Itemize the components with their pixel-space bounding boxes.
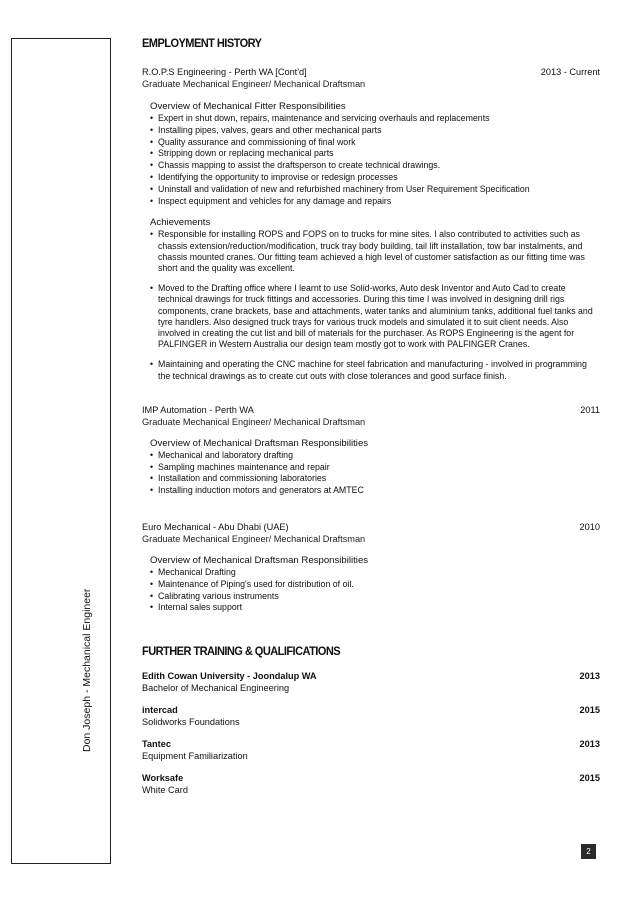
list-item: • Chassis mapping to assist the draftsperson to create technical drawings. (150, 160, 600, 172)
list-item (142, 772, 600, 796)
achievement-paragraph: • Maintaining and operating the CNC machine for steel fabrication and manufacturing - involved in programming the technical drawings as to create cut outs with close tolerances and good surface finish. (150, 359, 600, 381)
job-role: Graduate Mechanical Engineer/ Mechanical Draftsman (142, 416, 366, 427)
list-item: • Expert in shut down, repairs, maintenance and servicing overhauls and replacements (150, 113, 600, 125)
overview-list (150, 113, 600, 207)
list-item: • Internal sales support (150, 602, 600, 614)
qualification-detail: White Card (142, 785, 188, 796)
achievement-paragraph: • Moved to the Drafting office where I learnt to use Solid-works, Auto desk Inventor and Auto Cad to create technical drawings for truck fittings and accessories. During this time I was involved in designing drill rigs components, crane brackets, base and attachments, water tanks and aluminium tanks, additional fuel tanks and tyre handlers. Also designed truck trays for various truck models and simulated it to suit client needs. Also involved in creating the cut list and bill of materials for the purchaser. As ROPS Engineering is the agent for PALFINGER in Western Australia our design team mostly got to work with PALFINGER Cranes. (150, 283, 600, 350)
list-item: • Sampling machines maintenance and repair (150, 462, 600, 474)
list-item (142, 704, 600, 728)
qualification-detail: Solidworks Foundations (142, 717, 240, 728)
list-item: • Installing pipes, valves, gears and other mechanical parts (150, 125, 600, 137)
job-header (142, 404, 600, 416)
list-item: • Quality assurance and commissioning of final work (150, 137, 600, 149)
qualification-org: Worksafe (142, 773, 184, 784)
page-number-badge: 2 (581, 844, 596, 859)
qualification-org: Tantec (142, 739, 171, 750)
achievements-block (150, 217, 600, 381)
list-item: • Installing induction motors and generators at AMTEC (150, 485, 600, 497)
overview-list (150, 567, 600, 614)
list-item: • Installation and commissioning laboratories (150, 473, 600, 485)
job-entry-euro (142, 521, 600, 614)
training-section-title: FURTHER TRAINING & QUALIFICATIONS (142, 644, 341, 659)
list-item: • Maintenance of Piping's used for distribution of oil. (150, 579, 600, 591)
achievement-paragraph: • Responsible for installing ROPS and FOPS on to trucks for mine sites. I also contributed to activities such as chassis extension/reduction/modification, truck tray body building, tail lift installation, tow bar instalments, and chassis mounted cranes. Our fitting team achieved a high level of customer satisfaction as our fitting time was short and the quality was excellent. (150, 229, 600, 274)
list-item: • Mechanical and laboratory drafting (150, 450, 600, 462)
employment-section-title: EMPLOYMENT HISTORY (142, 36, 262, 50)
training-list (142, 670, 600, 796)
qualification-header (142, 738, 600, 750)
list-item (142, 670, 600, 694)
overview-title: Overview of Mechanical Fitter Responsibilities (150, 101, 346, 112)
job-role: Graduate Mechanical Engineer/ Mechanical Draftsman (142, 534, 366, 544)
job-date: 2013 - Current (540, 67, 600, 77)
sidebar-frame (11, 38, 111, 864)
job-header (142, 66, 600, 78)
qualification-date: 2013 (579, 739, 600, 750)
qualification-detail: Equipment Familiarization (142, 751, 248, 762)
list-item: • Inspect equipment and vehicles for any damage and repairs (150, 196, 600, 208)
overview-block (150, 438, 600, 497)
list-item: • Calibrating various instruments (150, 591, 600, 603)
list-item: • Identifying the opportunity to improvise or redesign processes (150, 172, 600, 184)
qualification-header (142, 772, 600, 784)
job-company: R.O.P.S Engineering - Perth WA [Cont'd] (142, 67, 307, 77)
qualification-date: 2015 (579, 773, 600, 784)
job-entry-rops (142, 66, 600, 382)
job-role: Graduate Mechanical Engineer/ Mechanical Draftsman (142, 79, 366, 89)
overview-block (150, 555, 600, 614)
overview-list (150, 450, 600, 497)
job-date: 2010 (579, 522, 600, 532)
list-item: • Stripping down or replacing mechanical parts (150, 148, 600, 160)
job-entry-imp (142, 404, 600, 497)
list-item (142, 738, 600, 762)
qualification-org: Edith Cowan University - Joondalup WA (142, 671, 317, 682)
sidebar-name-label: Don Joseph - Mechanical Engineer (81, 588, 93, 752)
qualification-org: intercad (142, 705, 178, 716)
job-date: 2011 (580, 404, 600, 415)
overview-title: Overview of Mechanical Draftsman Responsibilities (150, 555, 369, 566)
job-company: Euro Mechanical - Abu Dhabi (UAE) (142, 522, 289, 532)
qualification-date: 2015 (579, 705, 600, 716)
resume-content (142, 36, 600, 806)
qualification-detail: Bachelor of Mechanical Engineering (142, 683, 290, 694)
overview-block (150, 101, 600, 207)
qualification-header (142, 670, 600, 682)
qualification-date: 2013 (579, 671, 600, 682)
achievements-title: Achievements (150, 217, 211, 229)
qualification-header (142, 704, 600, 716)
list-item: • Mechanical Drafting (150, 567, 600, 579)
job-company: IMP Automation - Perth WA (142, 404, 254, 415)
job-header (142, 521, 600, 533)
overview-title: Overview of Mechanical Draftsman Responsibilities (150, 437, 369, 449)
list-item: • Uninstall and validation of new and refurbished machinery from User Requirement Specification (150, 184, 600, 196)
